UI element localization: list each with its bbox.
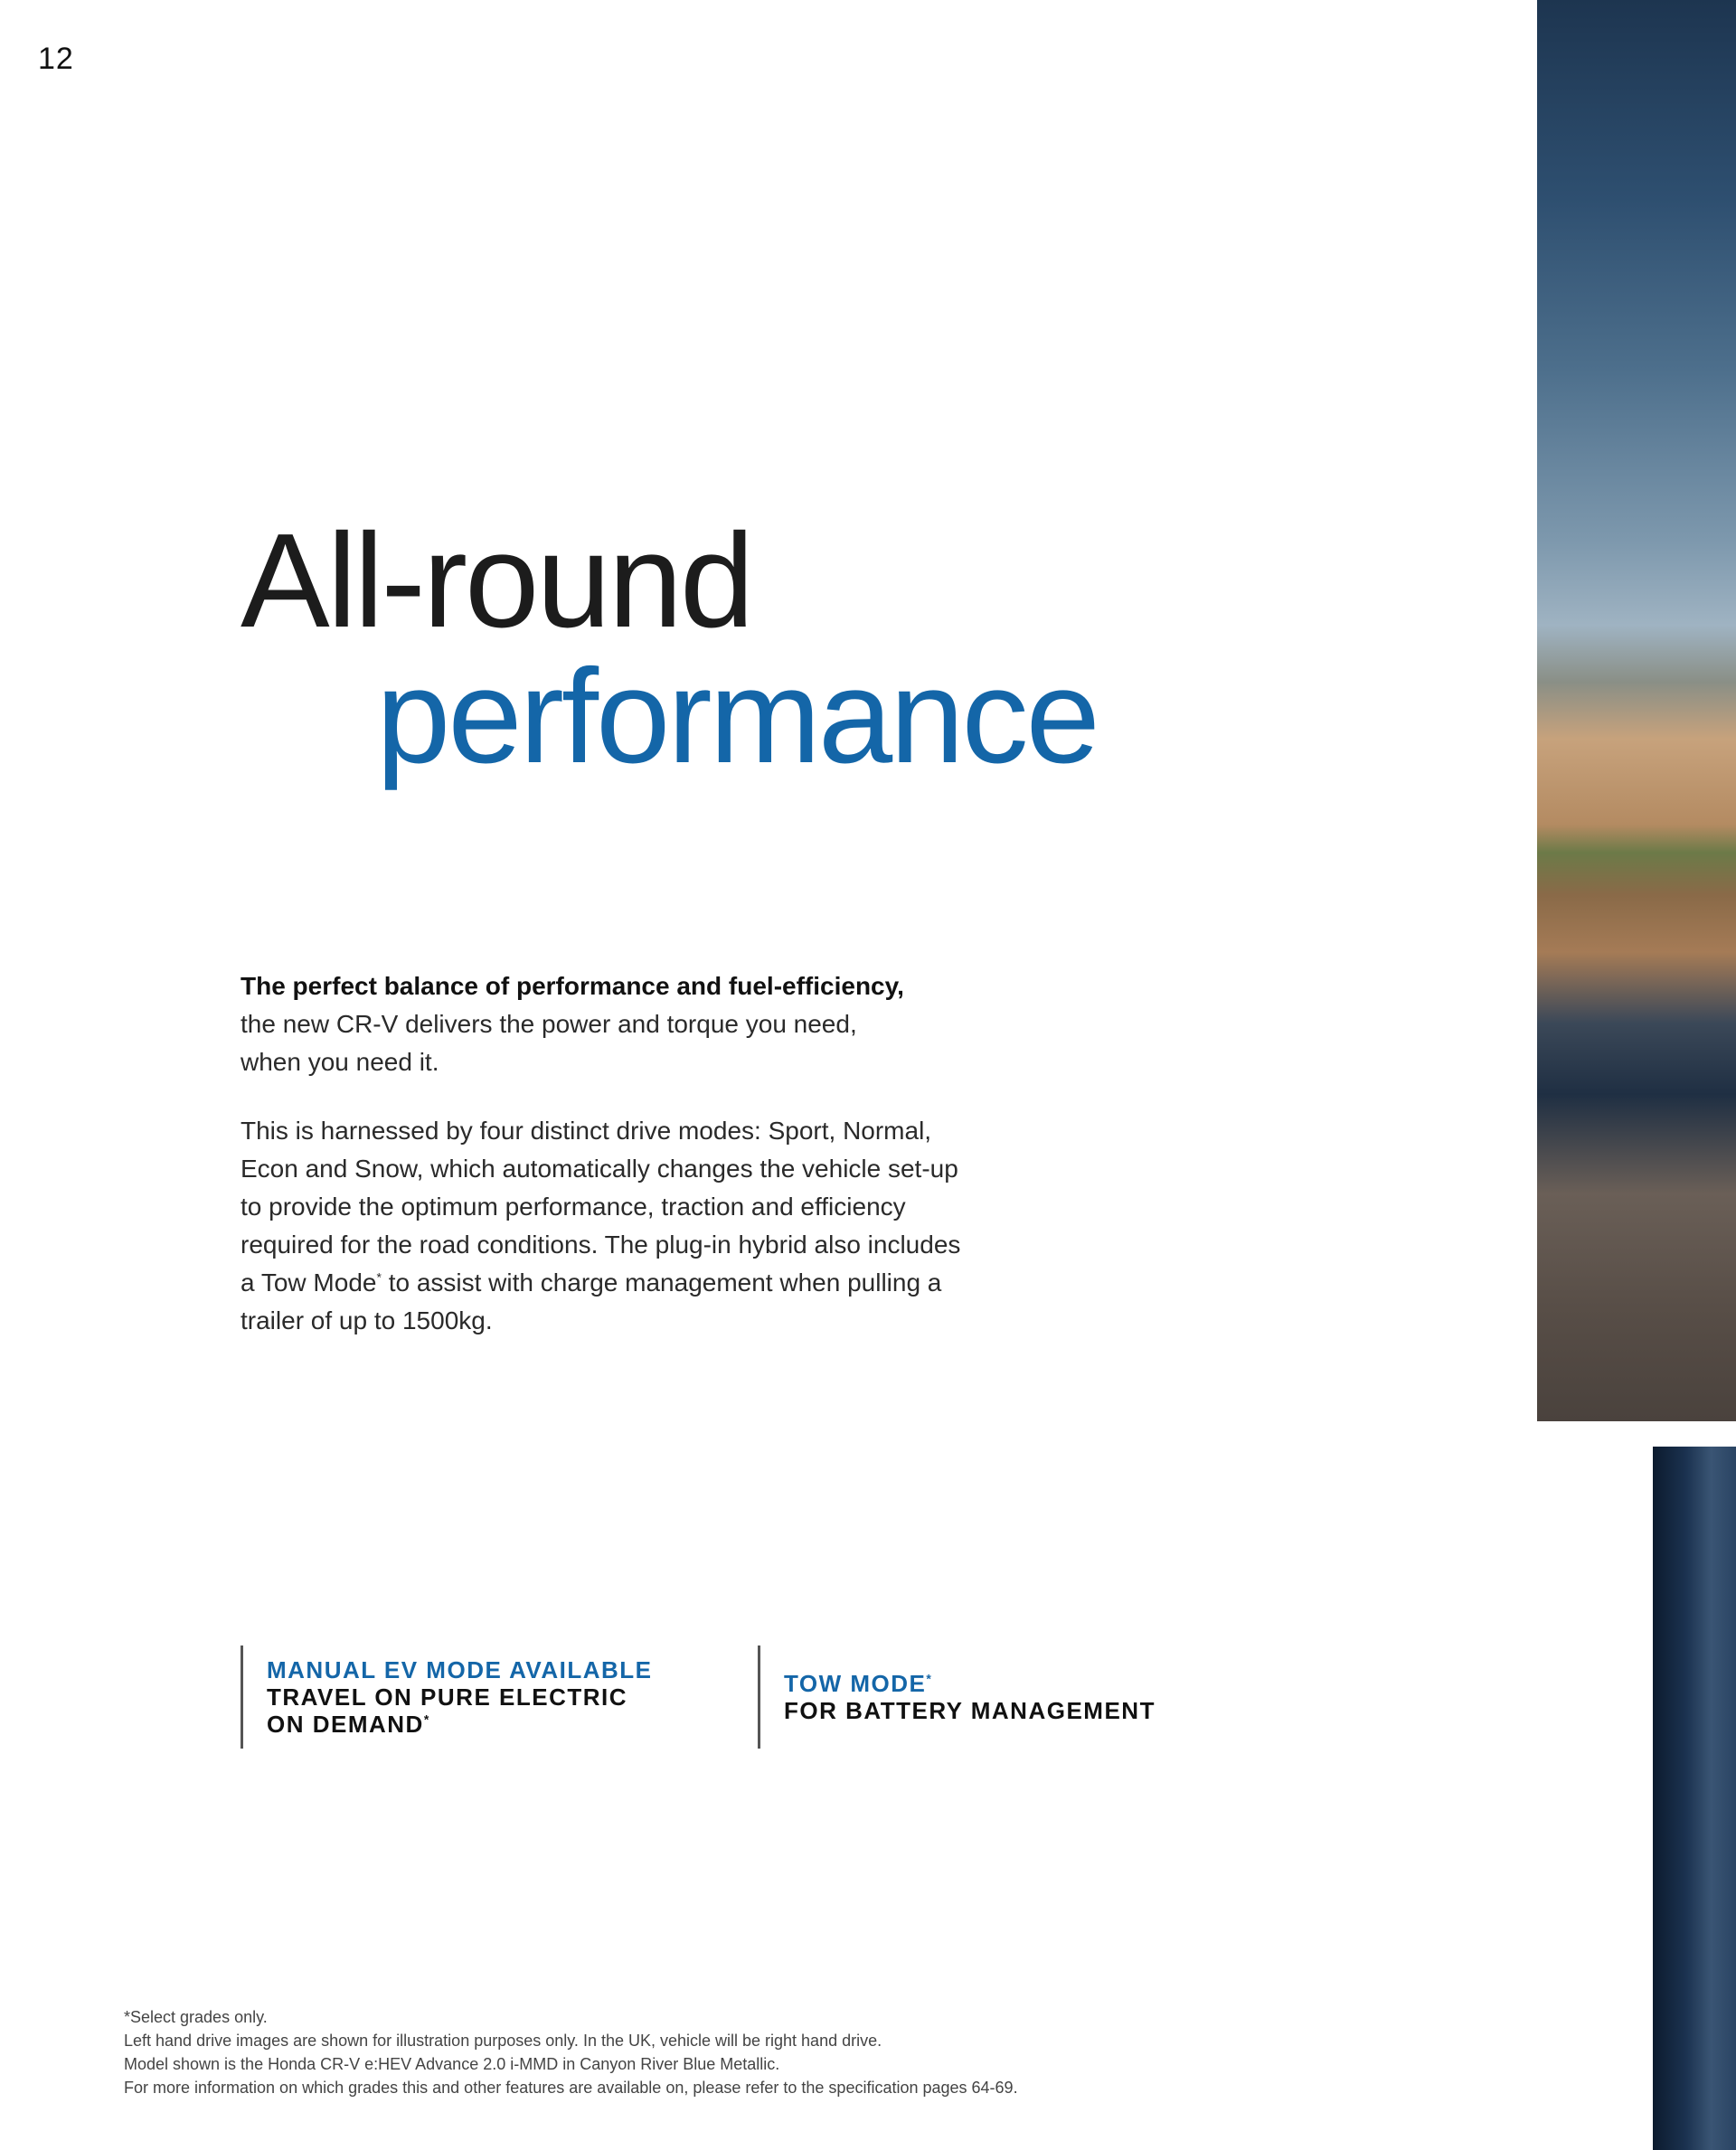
footnote: *Select grades only. [124,2008,268,2026]
intro-line-3: when you need it. [241,1048,439,1076]
feature-tow-mode [758,1646,1254,1749]
feature-desc: TRAVEL ON PURE ELECTRIC [267,1683,628,1711]
paragraph-line: a Tow Mode [241,1268,377,1297]
landscape-photo [1537,0,1736,1421]
paragraph-line: trailer of up to 1500kg. [241,1306,493,1334]
feature-desc: FOR BATTERY MANAGEMENT [784,1697,1156,1724]
footnote: Model shown is the Honda CR-V e:HEV Advance 2.0 i-MMD in Canyon River Blue Metallic. [124,2055,780,2073]
footnotes [124,2005,1245,2099]
feature-desc [267,1711,737,1738]
paragraph-line: Econ and Snow, which automatically changes the vehicle set-up [241,1155,958,1183]
intro-bold: The perfect balance of performance and fuel-efficiency, [241,972,904,1000]
headline-line-1: All-round [241,506,752,655]
feature-title-text: TOW MODE [784,1670,927,1697]
footnote-marker: * [926,1671,933,1686]
paragraph-line: This is harnessed by four distinct drive modes: Sport, Normal, [241,1117,932,1145]
feature-manual-ev-mode [241,1646,737,1749]
paragraph-line: to provide the optimum performance, traction and efficiency [241,1193,906,1221]
intro-paragraph [241,967,1054,1081]
feature-title [784,1670,1254,1697]
intro-line-2: the new CR-V delivers the power and torque you need, [241,1010,857,1038]
footnote: Left hand drive images are shown for illustration purposes only. In the UK, vehicle will be right hand drive. [124,2032,882,2050]
footnote-marker: * [376,1269,382,1285]
paragraph-line: to assist with charge management when pulling a [381,1268,942,1297]
footnote: For more information on which grades this and other features are available on, please refer to the specification pages 64-69. [124,2079,1018,2097]
paragraph-line: required for the road conditions. The plug-in hybrid also includes [241,1231,961,1259]
page-number: 12 [38,42,74,76]
footnote-marker: * [423,1712,430,1727]
vehicle-photo [1653,1447,1736,2150]
page-title [241,506,1098,791]
feature-title: MANUAL EV MODE AVAILABLE [267,1656,653,1683]
headline-line-2: performance [376,642,1098,791]
drive-modes-paragraph [241,1112,1090,1340]
feature-desc-text: ON DEMAND [267,1711,424,1738]
